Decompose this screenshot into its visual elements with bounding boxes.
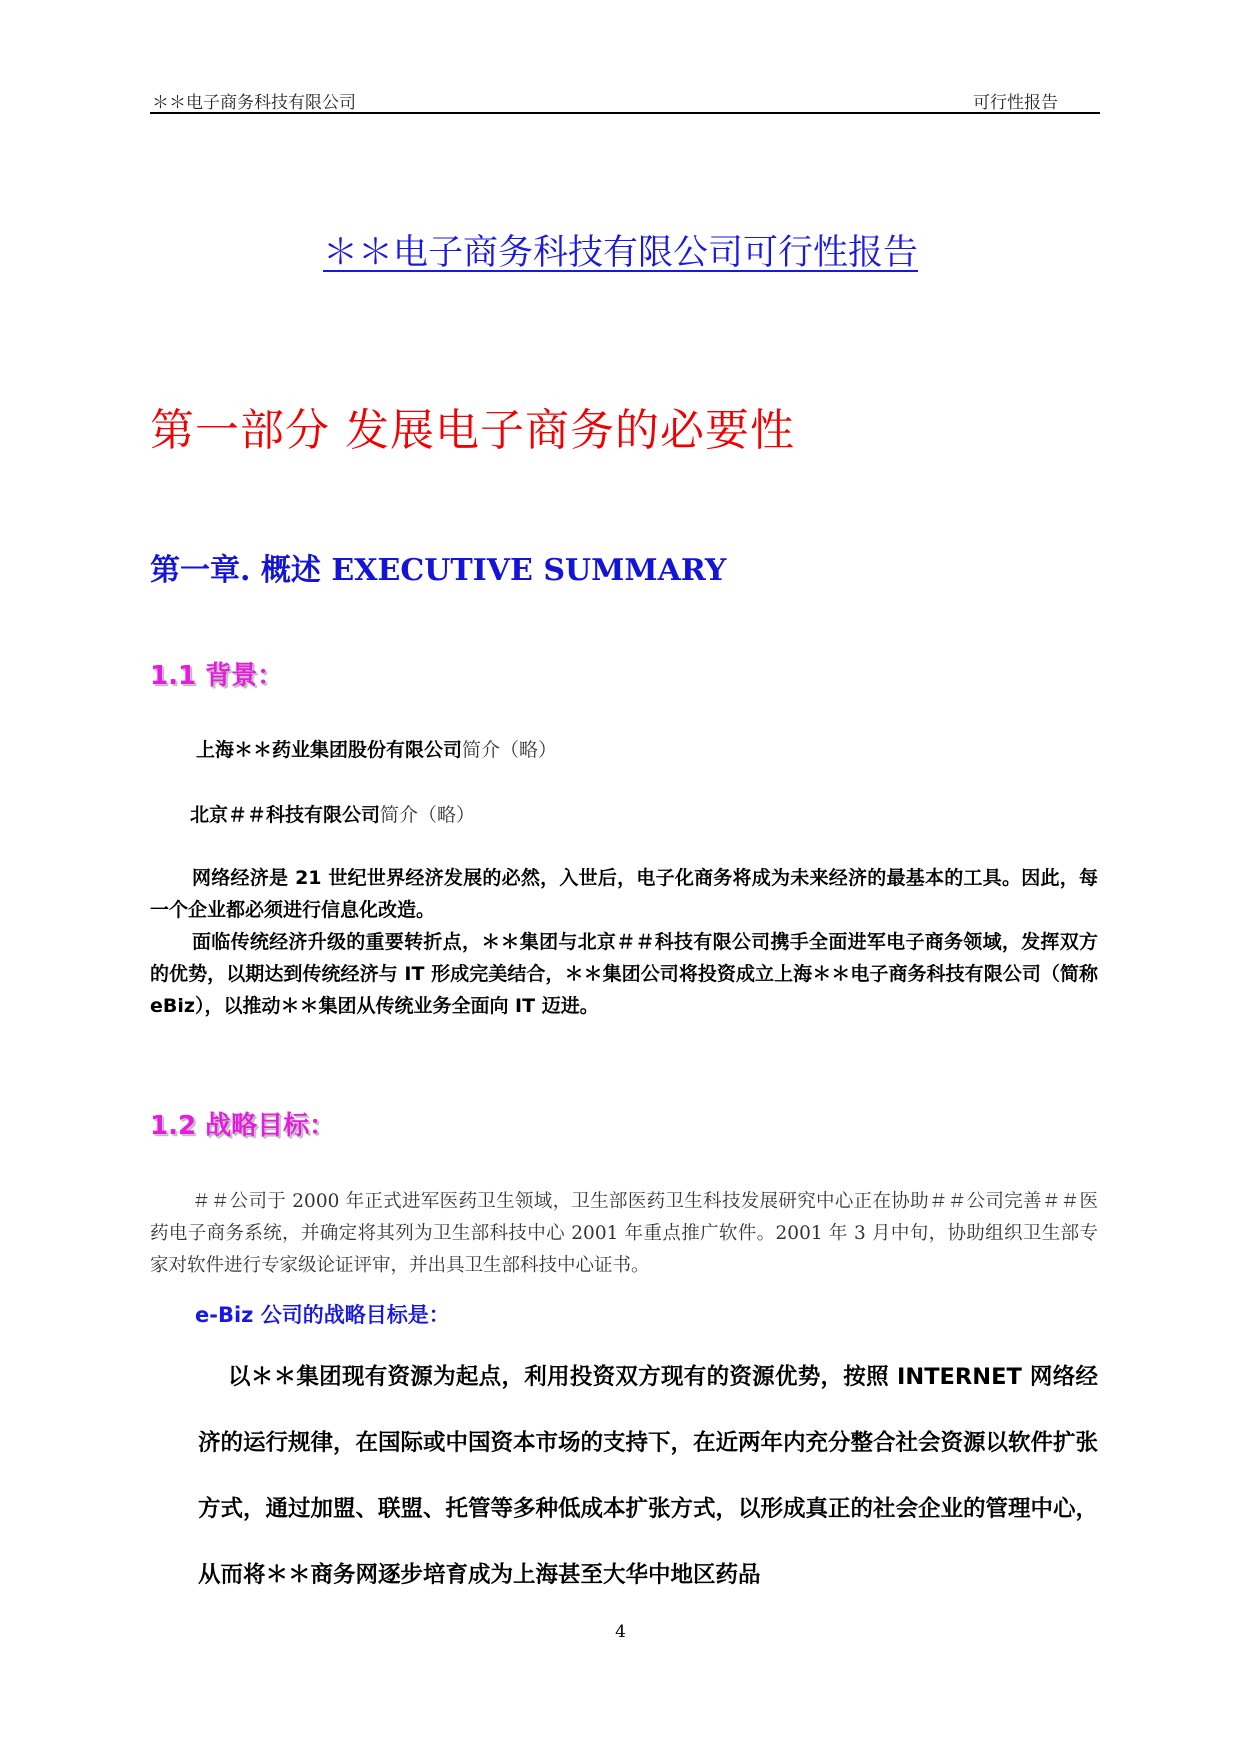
strategy-subheading: e-Biz 公司的战略目标是： — [195, 1303, 450, 1327]
strategy-paragraph: ＃＃公司于 2000 年正式进军医药卫生领域，卫生部医药卫生科技发展研究中心正在协助＃＃公司完善＃＃医药电子商务系统，并确定将其列为卫生部科技中心 2001 年重点推广软件。2001 年 3 月中旬，协助组织卫生部专家对软件进行专家级论证评审，并出具卫生部科技中心证书。 — [150, 1191, 1098, 1276]
document-title — [0, 225, 1241, 275]
intro-shanghai-name: 上海＊＊药业集团股份有限公司 — [196, 739, 463, 761]
background-paragraph-2: 面临传统经济升级的重要转折点，＊＊集团与北京＃＃科技有限公司携手全面进军电子商务领域，发挥双方的优势，以期达到传统经济与 IT 形成完美结合，＊＊集团公司将投资成立上海＊＊电子商务科技有限公司（简称 eBiz），以推动＊＊集团从传统业务全面向 IT 迈进。 — [150, 931, 1098, 1017]
chapter-title: 第一章. 概述 EXECUTIVE SUMMARY — [150, 553, 727, 588]
document-title-text: ＊＊电子商务科技有限公司可行性报告 — [322, 233, 918, 273]
page-number: 4 — [615, 1622, 626, 1642]
intro-beijing-rest: 简介（略） — [380, 804, 476, 826]
header-company: ＊＊电子商务科技有限公司 — [152, 93, 356, 113]
intro-shanghai-rest: 简介（略） — [462, 739, 558, 761]
intro-shanghai — [196, 735, 557, 762]
strategy-goal-paragraph: 以＊＊集团现有资源为起点，利用投资双方现有的资源优势，按照 INTERNET 网络经济的运行规律，在国际或中国资本市场的支持下，在近两年内充分整合社会资源以软件扩张方式，通过加盟、联盟、托管等多种低成本扩张方式，以形成真正的社会企业的管理中心，从而将＊＊商务网逐步培育成为上海甚至大华中地区药品 — [198, 1364, 1099, 1588]
header-doc-type: 可行性报告 — [973, 93, 1058, 113]
part-title: 第一部分 发展电子商务的必要性 — [150, 405, 795, 456]
intro-beijing — [190, 800, 475, 827]
background-paragraph-1: 网络经济是 21 世纪世界经济发展的必然，入世后，电子化商务将成为未来经济的最基本的工具。因此，每一个企业都必须进行信息化改造。 — [150, 867, 1098, 921]
intro-beijing-name: 北京＃＃科技有限公司 — [190, 804, 381, 826]
page-header — [150, 88, 1100, 114]
section-heading-1-2: 1.2 战略目标： — [150, 1111, 336, 1141]
section-heading-1-1: 1.1 背景： — [150, 661, 284, 691]
